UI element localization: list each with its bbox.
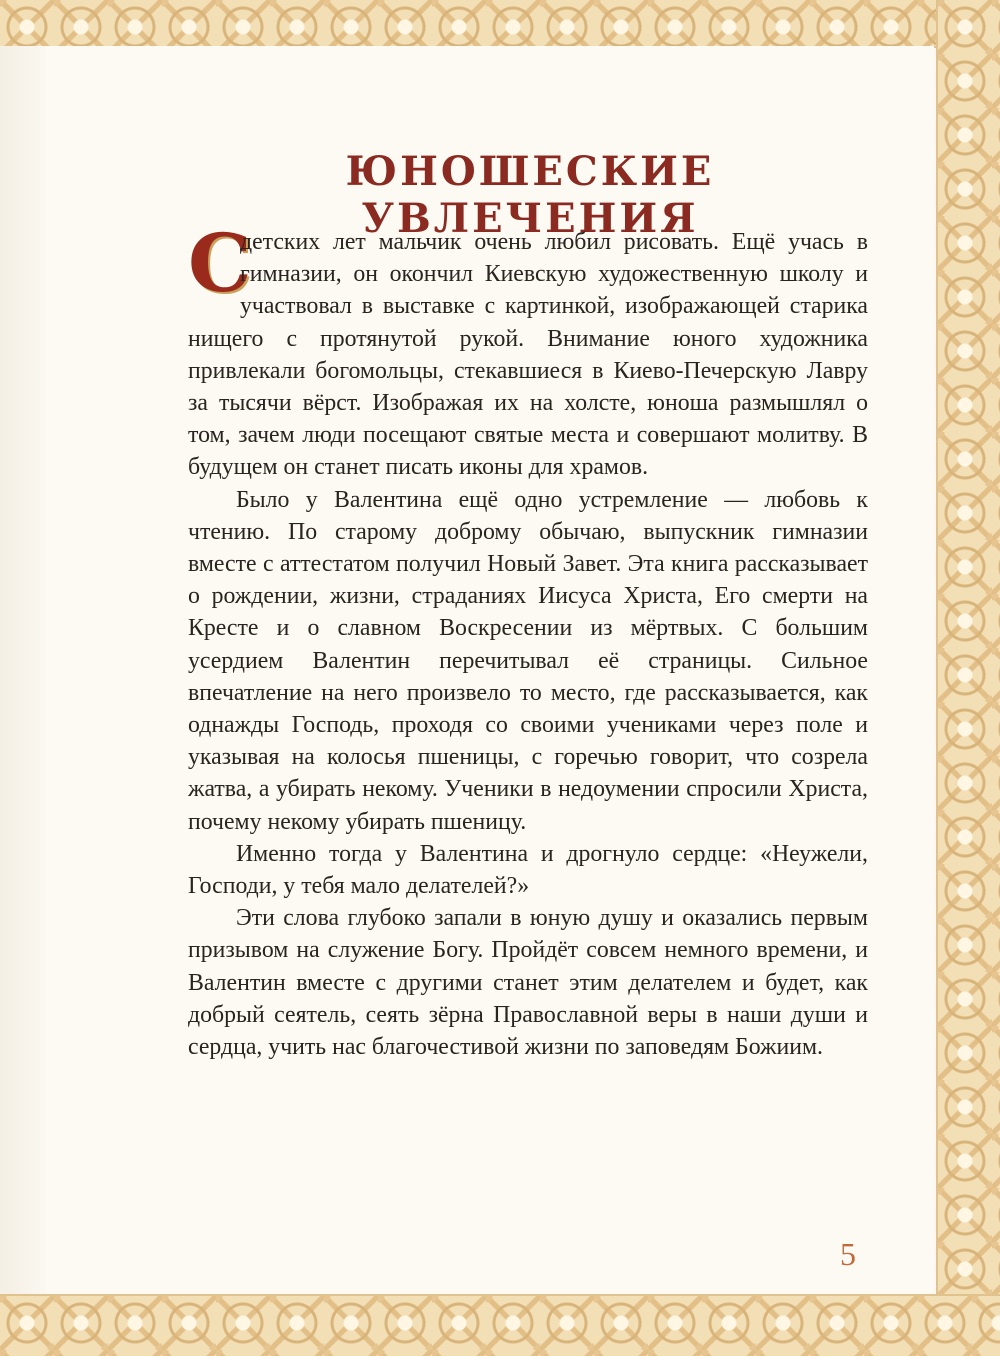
- page-gutter: [0, 46, 46, 1294]
- page-number: 5: [840, 1236, 856, 1272]
- paragraph-4: Эти слова глубоко запали в юную душу и оказались первым призывом на служение Богу. Пройдёт совсем немного времени, и Валентин вместе с другими станет этим делателем и будет, как добрый сеятель, сеять зёрна Православной веры в наши души и сердца, учить нас благочестивой жизни по заповедям Божиим.: [188, 905, 868, 1061]
- drop-cap: С: [188, 216, 252, 310]
- ornament-border-right: [936, 0, 1000, 1354]
- body-text: [188, 216, 868, 1063]
- paragraph-1: [188, 216, 868, 484]
- chapter-title: ЮНОШЕСКИЕ УВЛЕЧЕНИЯ: [345, 148, 715, 242]
- paragraph-2: Было у Валентина ещё одно устремление — любовь к чтению. По старому доброму обычаю, выпускник гимназии вместе с аттестатом получил Новый Завет. Эта книга рассказывает о рождении, жизни, страданиях Иисуса Христа, Его смерти на Кресте и о славном Воскресении из мёртвых. С большим усердием Валентин перечитывал её страницы. Сильное впечатление на него произвело то место, где рассказывается, как однажды Господь, проходя со своими учениками через поле и указывая на колосья пшеницы, с горечью говорит, что созрела жатва, а убирать некому. Ученики в недоумении спросили Христа, почему некому убирать пшеницу.: [188, 486, 868, 835]
- ornament-border-bottom: [0, 1294, 1000, 1356]
- paragraph-3: Именно тогда у Валентина и дрогнуло сердце: «Неужели, Господи, у тебя мало делателей?»: [188, 840, 868, 900]
- ornament-border-top: [0, 0, 1000, 48]
- paragraph-1-text: детских лет мальчик очень любил рисовать. Ещё учась в гимназии, он окончил Киевскую художественную школу и участвовал в выставке с картинкой, изображающей старика нищего с протянутой рукой. Внимание юного художника привлекали богомольцы, стекавшиеся в Киево-Печерскую Лавру за тысячи вёрст. Изображая их на холсте, юноша размышлял о том, зачем люди посещают святые места и совершают молитву. В будущем он станет писать иконы для храмов.: [188, 229, 868, 481]
